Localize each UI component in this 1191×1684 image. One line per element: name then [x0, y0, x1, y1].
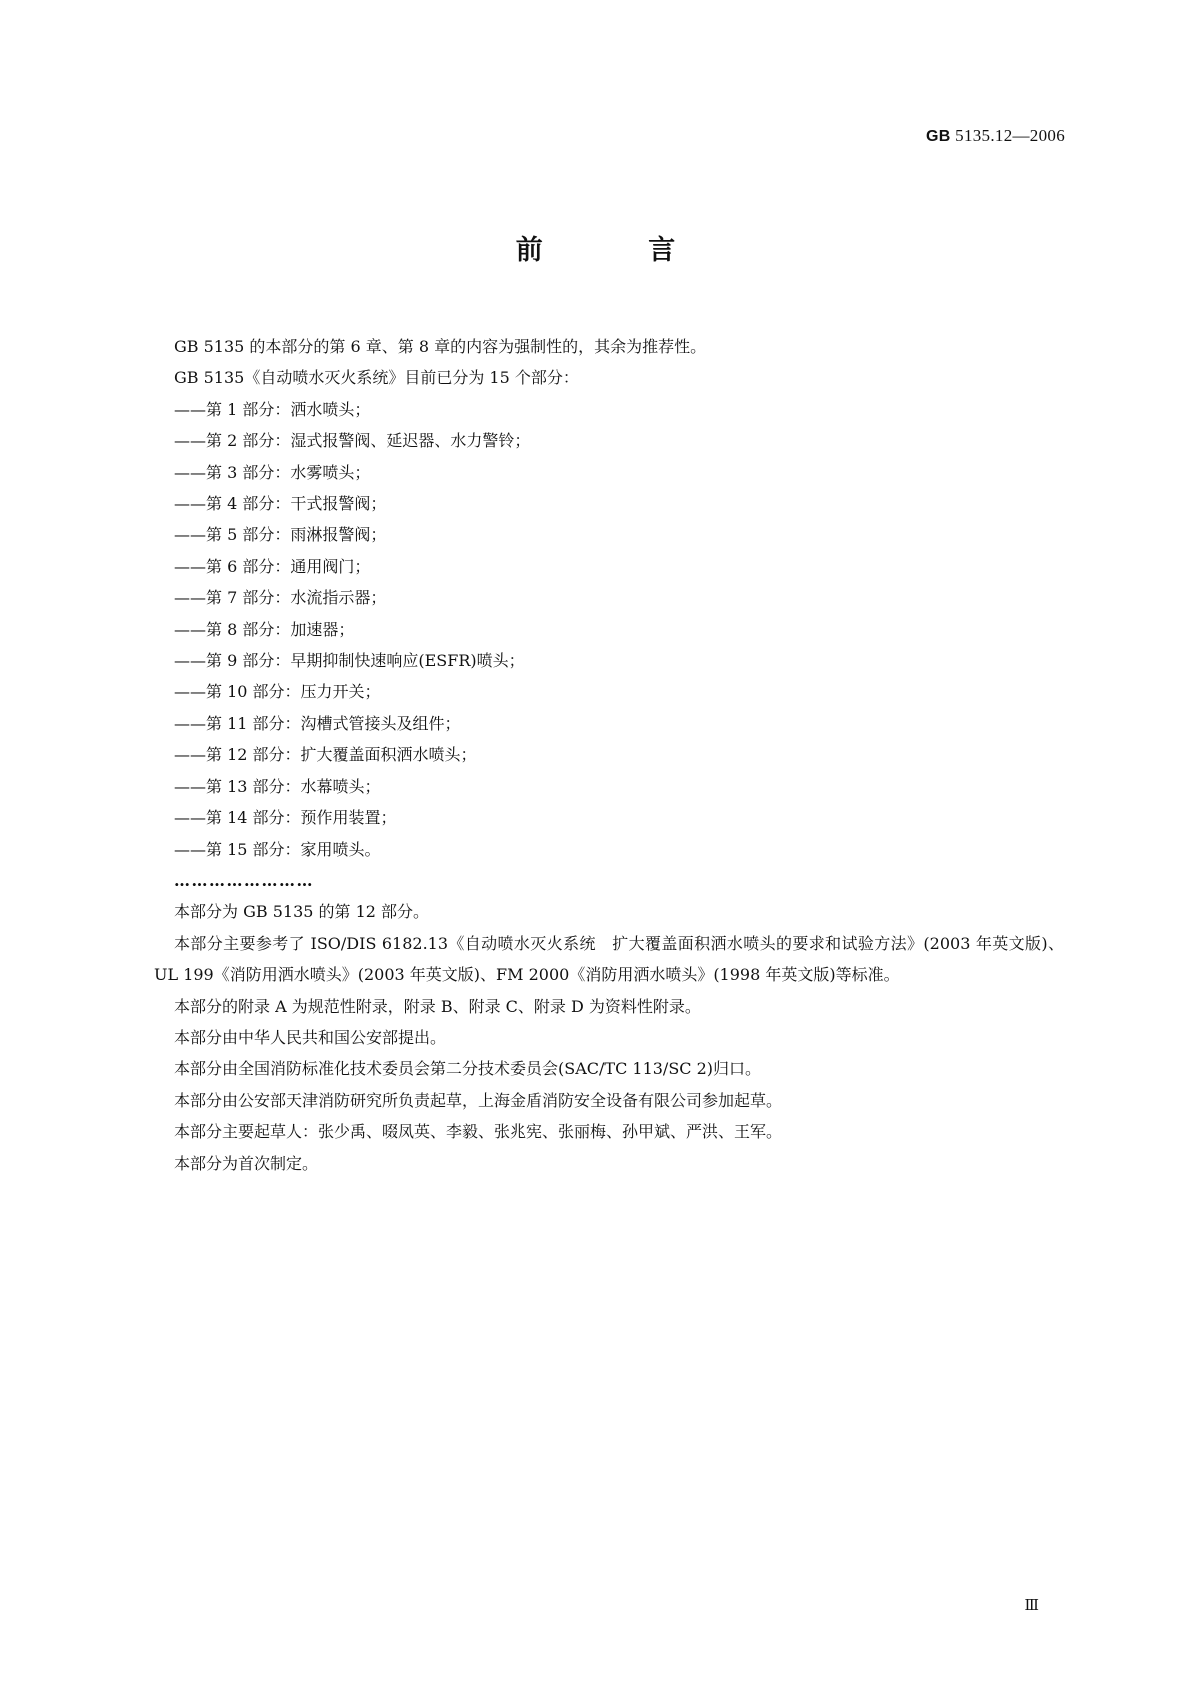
list-item: ——第 15 部分：家用喷头。	[174, 839, 381, 859]
list-item: ——第 8 部分：加速器；	[174, 619, 355, 639]
page-title: 前 言	[515, 235, 724, 266]
standard-prefix: GB	[925, 128, 951, 145]
list-item: ——第 3 部分：水雾喷头；	[174, 462, 371, 482]
parts-list	[174, 394, 1064, 865]
standard-identifier	[926, 126, 1065, 146]
first-edition-paragraph: 本部分为首次制定。	[174, 1153, 319, 1173]
committee-paragraph: 本部分由全国消防标准化技术委员会第二分技术委员会(SAC/TC 113/SC 2)归口。	[174, 1059, 762, 1079]
part-statement: 本部分为 GB 5135 的第 12 部分。	[174, 902, 430, 922]
parts-intro-paragraph: GB 5135《自动喷水灭火系统》目前已分为 15 个部分：	[174, 368, 579, 388]
list-item: ——第 2 部分：湿式报警阀、延迟器、水力警铃；	[174, 431, 531, 451]
page-number: Ⅲ	[1024, 1598, 1039, 1614]
list-item: ——第 9 部分：早期抑制快速响应(ESFR)喷头；	[174, 651, 525, 671]
foreword-body	[154, 331, 1064, 1179]
proposer-paragraph: 本部分由中华人民共和国公安部提出。	[174, 1027, 447, 1047]
drafters-paragraph: 本部分主要起草人：张少禹、啜凤英、李毅、张兆宪、张丽梅、孙甲斌、严洪、王军。	[174, 1122, 783, 1142]
list-item: ——第 13 部分：水幕喷头；	[174, 776, 381, 796]
standard-number: 5135.12—2006	[955, 126, 1065, 145]
list-item: ——第 4 部分：干式报警阀；	[174, 494, 387, 514]
annex-paragraph: 本部分的附录 A 为规范性附录，附录 B、附录 C、附录 D 为资料性附录。	[174, 996, 701, 1016]
list-item: ——第 12 部分：扩大覆盖面积洒水喷头；	[174, 745, 477, 765]
list-item: ——第 6 部分：通用阀门；	[174, 556, 371, 576]
ellipsis-line: ……………………	[174, 870, 314, 890]
mandatory-clause-paragraph: GB 5135 的本部分的第 6 章、第 8 章的内容为强制性的，其余为推荐性。	[174, 337, 707, 356]
list-item: ——第 14 部分：预作用装置；	[174, 808, 397, 828]
drafting-org-paragraph: 本部分由公安部天津消防研究所负责起草，上海金盾消防安全设备有限公司参加起草。	[174, 1090, 783, 1110]
list-item: ——第 11 部分：沟槽式管接头及组件；	[174, 713, 461, 733]
list-item: ——第 10 部分：压力开关；	[174, 682, 381, 702]
reference-paragraph: 本部分主要参考了 ISO/DIS 6182.13《自动喷水灭火系统 扩大覆盖面积洒水喷头的要求和试验方法》(2003 年英文版)、UL 199《消防用洒水喷头》(2003 年英文版)、FM 2000《消防用洒水喷头》(1998 年英文版)等标准。	[154, 933, 1064, 985]
list-item: ——第 5 部分：雨淋报警阀；	[174, 525, 387, 545]
list-item: ——第 7 部分：水流指示器；	[174, 588, 387, 608]
list-item: ——第 1 部分：洒水喷头；	[174, 399, 371, 419]
